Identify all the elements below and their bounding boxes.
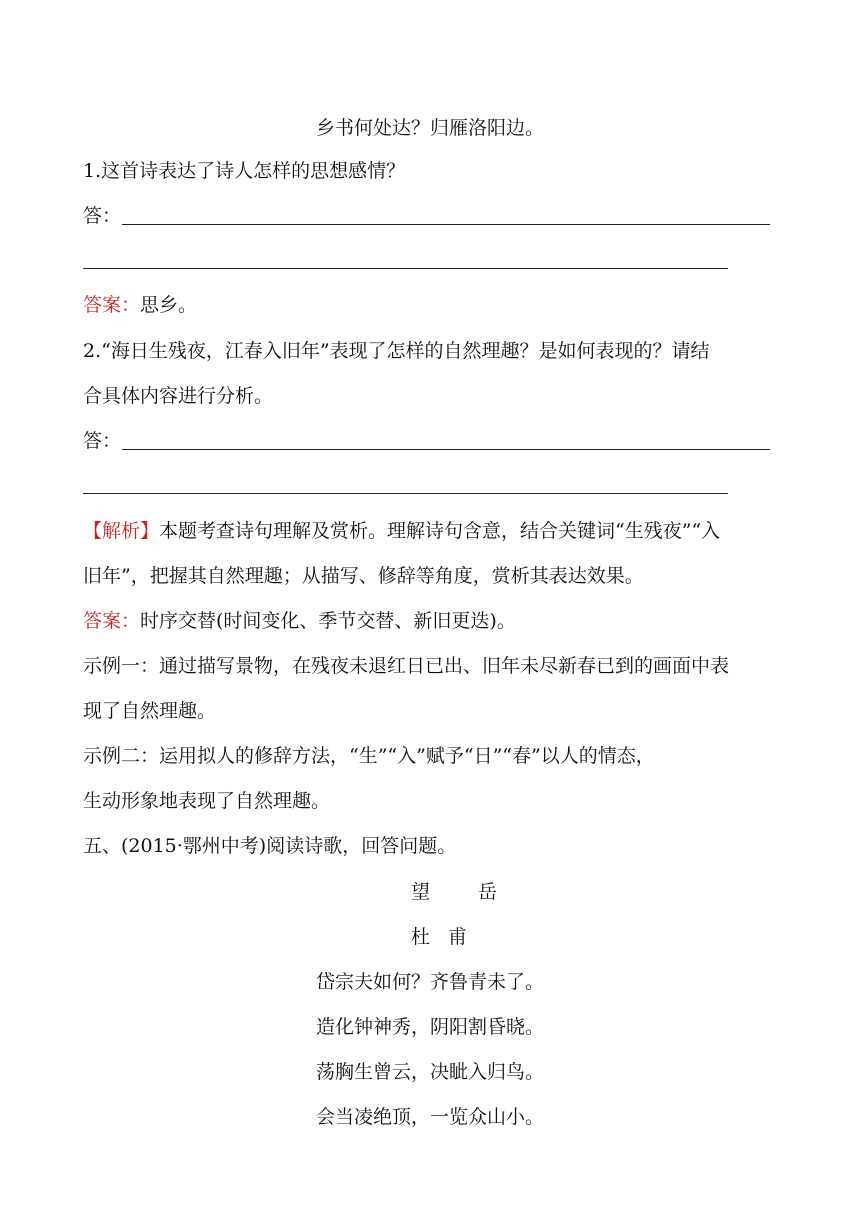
- answer-key-label: 答案：: [83, 610, 141, 632]
- question-1: 1.这首诗表达了诗人怎样的思想感情？: [83, 160, 406, 182]
- answer-2-line-1[interactable]: [122, 449, 770, 450]
- example-1-line-2: 现了自然理趣。: [83, 700, 217, 722]
- example-2-line-1: 示例二：运用拟人的修辞方法，“生”“入”赋予“日”“春”以人的情态，: [83, 745, 655, 767]
- answer-1-prefix: 答：: [83, 205, 122, 227]
- analysis-text: 本题考查诗句理解及赏析。理解诗句含意，结合关键词“生残夜”“入: [159, 520, 721, 542]
- question-2-line-1: 2.“海日生残夜，江春入旧年”表现了怎样的自然理趣？是如何表现的？请结: [83, 340, 710, 362]
- poem-line: 岱宗夫如何？齐鲁青未了。: [315, 971, 544, 993]
- example-1-line-1: 示例一：通过描写景物，在残夜未退红日已出、旧年未尽新春已到的画面中表: [83, 655, 730, 677]
- section-5-heading: 五、(2015·鄂州中考)阅读诗歌，回答问题。: [83, 835, 457, 857]
- analysis-label: 【解析】: [83, 520, 160, 542]
- poem-line: 会当凌绝顶，一览众山小。: [315, 1106, 544, 1128]
- example-2-line-2: 生动形象地表现了自然理趣。: [83, 790, 331, 812]
- poem-closing-line: 乡书何处达？归雁洛阳边。: [315, 117, 544, 139]
- poem-author: 杜甫: [410, 926, 485, 948]
- question-2-line-2: 合具体内容进行分析。: [83, 385, 274, 407]
- answer-1-line-2[interactable]: [83, 268, 728, 269]
- poem-line: 荡胸生曾云，决眦入归鸟。: [315, 1061, 544, 1083]
- answer-key-label: 答案：: [83, 294, 141, 316]
- poem-line: 造化钟神秀，阴阳割昏晓。: [315, 1016, 544, 1038]
- analysis-line-1: [83, 518, 720, 544]
- answer-key-1: [83, 292, 197, 318]
- analysis-line-2: 旧年”，把握其自然理趣；从描写、修辞等角度，赏析其表达效果。: [83, 565, 644, 587]
- answer-1-line-1[interactable]: [122, 224, 770, 225]
- answer-key-text: 思乡。: [140, 294, 198, 316]
- answer-key-2: [83, 608, 516, 634]
- answer-2-line-2[interactable]: [83, 493, 728, 494]
- poem-title: 望岳: [410, 881, 545, 903]
- answer-key-text: 时序交替(时间变化、季节交替、新旧更迭)。: [140, 610, 516, 632]
- answer-2-prefix: 答：: [83, 430, 122, 452]
